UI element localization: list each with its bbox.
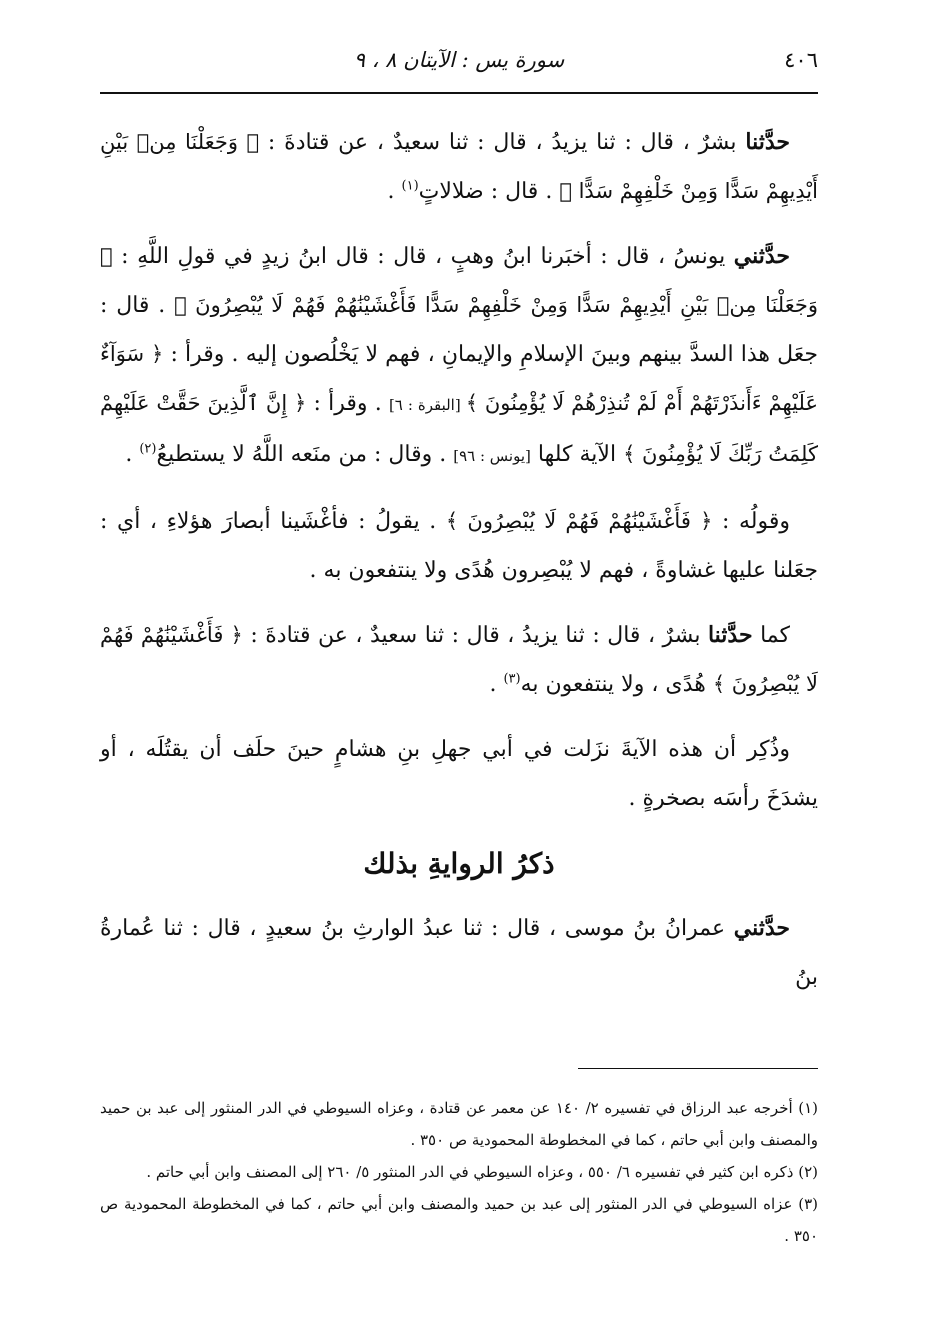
paragraph-text: . bbox=[125, 442, 140, 467]
quran-quote: ﴿ إِنَّ ٱلَّذِينَ حَقَّتْ عَلَيْهِمْ كَلِمَتُ رَبِّكَ لَا يُؤْمِنُونَ ﴾ bbox=[100, 391, 818, 466]
quran-quote: ﴿ فَأَغْشَيْنَٰهُمْ فَهُمْ لَا يُبْصِرُونَ ﴾ bbox=[100, 623, 818, 696]
paragraph-text: . قال : ضلالاتٍ bbox=[418, 179, 560, 204]
paragraph-text: هُدًى ، ولا ينتفعون به bbox=[520, 672, 713, 697]
section-heading: ذكرُ الروايةِ بذلك bbox=[363, 847, 555, 880]
paragraph-text: وقولُه : bbox=[712, 509, 790, 534]
quran-quote: ﴿ وَجَعَلْنَا مِنۢ بَيْنِ أَيْدِيهِمْ سَدًّا وَمِنْ خَلْفِهِمْ سَدًّا فَأَغْشَيْنَٰهُمْ فَهُمْ لَا يُبْصِرُونَ ﴾ bbox=[100, 244, 818, 317]
paragraph-text: . وقرأ : bbox=[306, 391, 389, 416]
footnote-separator bbox=[578, 1068, 818, 1069]
paragraph-text: . قال : جعَل هذا السدَّ بينهم وبينَ الإسلامِ والإيمانِ ، فهم لا يَخْلُصون إليه . وقرأ : bbox=[100, 293, 818, 367]
footnote-ref[interactable]: (١) bbox=[401, 178, 419, 194]
paragraph-text: يونسُ ، قال : أخبَرنا ابنُ وهبٍ ، قال : قال ابنُ زيدٍ في قولِ اللَّهِ : bbox=[112, 244, 734, 269]
verse-reference: [البقرة : ٦] bbox=[388, 396, 466, 414]
footnote-ref[interactable]: (٣) bbox=[503, 671, 521, 687]
paragraph-text: وذُكِر أن هذه الآيةَ نزَلت في أبي جهلِ بنِ هشامٍ حينَ حلَف أن يقتُلَه ، أو يشدَخَ رأسَه بصخرةٍ . bbox=[100, 737, 818, 811]
paragraph-text: . bbox=[489, 672, 504, 697]
narration-lead: حدَّثنا bbox=[707, 622, 753, 648]
narration-lead: حدَّثنا bbox=[745, 129, 790, 155]
paragraph-text: . يقولُ : فأغْشَينا أبصارَ هؤلاءِ ، أي : جعَلنا عليها غشاوةً ، فهم لا يُبْصِرون هُدًى ولا ينتفعون به . bbox=[100, 509, 818, 583]
quran-quote: ﴿ فَأَغْشَيْنَٰهُمْ فَهُمْ لَا يُبْصِرُونَ ﴾ bbox=[445, 509, 713, 533]
paragraph-text: عمرانُ بنُ موسى ، قال : ثنا عبدُ الوارثِ بنُ سعيدٍ ، قال : ثنا عُمارةُ بنُ bbox=[100, 916, 818, 990]
paragraph-3 bbox=[100, 497, 818, 595]
verse-reference: [يونس : ٩٦] bbox=[453, 447, 531, 465]
page-number: ٤٠٦ bbox=[784, 48, 818, 72]
main-text bbox=[100, 118, 818, 1018]
paragraph-4 bbox=[100, 611, 818, 709]
narration-lead: حدَّثني bbox=[733, 915, 790, 941]
footnote-3: (٣) عزاه السيوطي في الدر المنثور إلى عبد بن حميد والمصنف وابن أبي حاتم ، كما في المخطوطة المحمودية ص ٣٥٠ . bbox=[100, 1195, 818, 1245]
paragraph-text: . وقال : من منَعه اللَّهُ لا يستطيعُ bbox=[156, 442, 454, 467]
running-title: سورة يس : الآيتان ٨ ، ٩ bbox=[353, 48, 565, 72]
paragraph-text: . bbox=[387, 179, 402, 204]
footnote-ref[interactable]: (٢) bbox=[139, 441, 157, 457]
narration-lead: حدَّثني bbox=[733, 243, 790, 269]
footnote-1: (١) أخرجه عبد الرزاق في تفسيره ٢/ ١٤٠ عن معمر عن قتادة ، وعزاه السيوطي في الدر المنثور إلى عبد بن حميد والمصنف وابن أبي حاتم ، كما في المخطوطة المحمودية ص ٣٥٠ . bbox=[100, 1099, 819, 1149]
paragraph-1 bbox=[100, 118, 818, 216]
paragraph-6 bbox=[100, 904, 818, 1002]
footnotes bbox=[100, 1092, 818, 1252]
paragraph-text: بشرٌ ، قال : ثنا يزيدُ ، قال : ثنا سعيدٌ ، عن قتادةَ : bbox=[259, 130, 746, 155]
footnote-2: (٢) ذكره ابن كثير في تفسيره ٦/ ٥٥٠ ، وعزاه السيوطي في الدر المنثور ٥/ ٢٦٠ إلى المصنف وابن أبي حاتم . bbox=[146, 1163, 818, 1181]
header-rule bbox=[100, 92, 818, 94]
paragraph-text: الآية كلها bbox=[530, 442, 624, 467]
quran-quote: ﴿ وَجَعَلْنَا مِنۢ بَيْنِ أَيْدِيهِمْ سَدًّا وَمِنْ خَلْفِهِمْ سَدًّا ﴾ bbox=[100, 130, 818, 203]
paragraph-text: كما bbox=[752, 623, 790, 648]
paragraph-text: بشرٌ ، قال : ثنا يزيدُ ، قال : ثنا سعيدٌ ، عن قتادةَ : bbox=[242, 623, 708, 648]
paragraph-5 bbox=[100, 725, 818, 823]
page-header bbox=[100, 44, 818, 84]
paragraph-2 bbox=[100, 232, 818, 481]
quran-quote: ﴿ سَوَآءٌ عَلَيْهِمْ ءَأَنذَرْتَهُمْ أَمْ لَمْ تُنذِرْهُمْ لَا يُؤْمِنُونَ ﴾ bbox=[100, 342, 818, 415]
